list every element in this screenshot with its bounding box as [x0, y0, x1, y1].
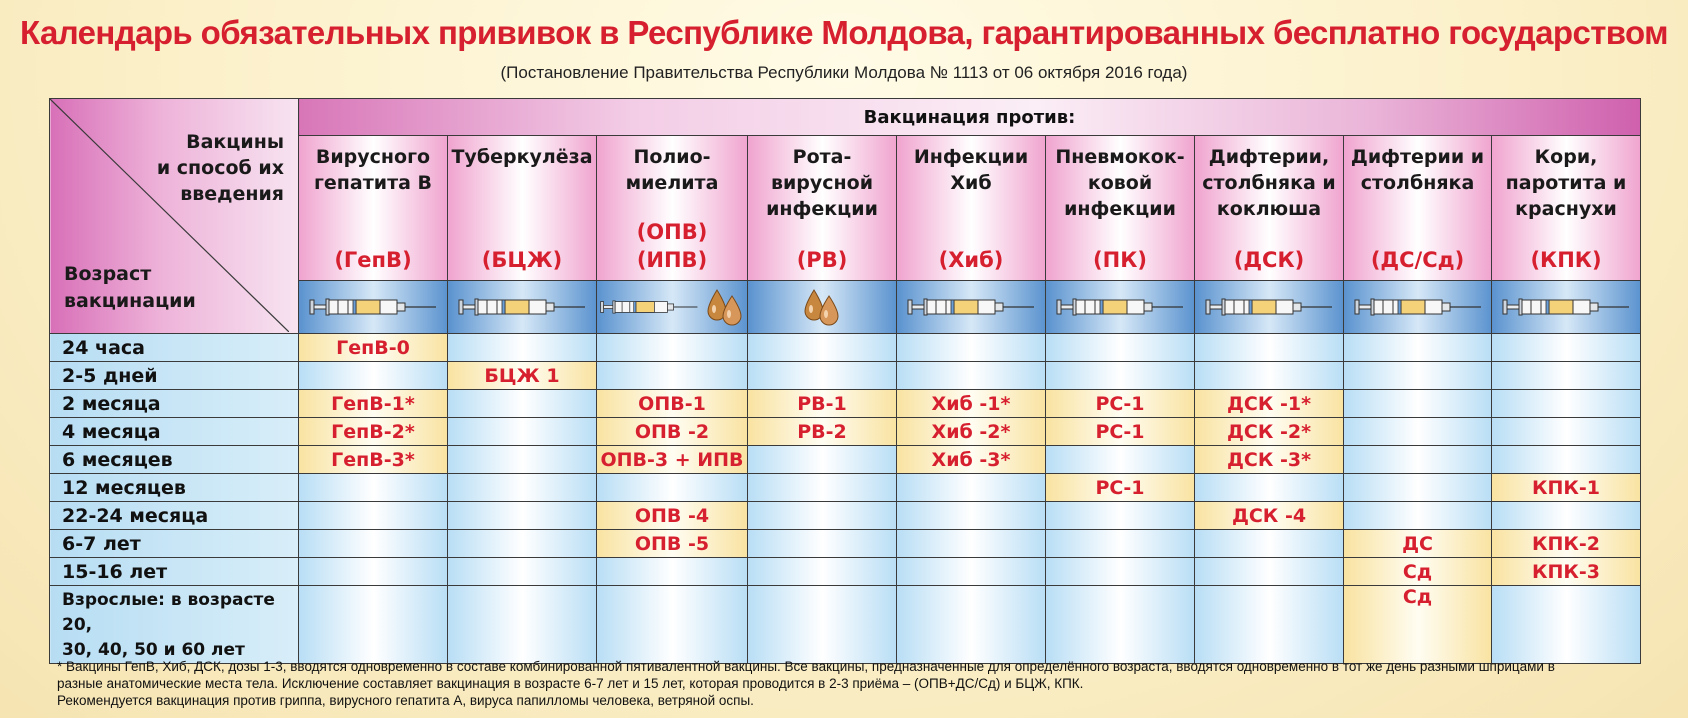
- age-label: 2-5 дней: [50, 362, 299, 390]
- page-title: Календарь обязательных прививок в Республике Молдова, гарантированных бесплатно государством: [20, 14, 1668, 51]
- table-row: [50, 334, 1641, 362]
- column-abbreviation: (ДС/Сд): [1370, 248, 1465, 272]
- schedule-cell: [299, 502, 448, 530]
- schedule-cell: [1195, 474, 1344, 502]
- schedule-cell: [1344, 334, 1492, 362]
- column-header-4: [748, 136, 897, 281]
- schedule-cell: Сд: [1344, 558, 1492, 586]
- age-label: Взрослые: в возрасте 20, 30, 40, 50 и 60 лет: [50, 586, 299, 664]
- age-label: 6-7 лет: [50, 530, 299, 558]
- syringe-icon: [1492, 281, 1641, 334]
- syringe-icon: [448, 281, 597, 334]
- schedule-cell: РВ-2: [748, 418, 897, 446]
- schedule-cell: [448, 474, 597, 502]
- footnote: * Вакцины ГепВ, Хиб, ДСК, дозы 1-3, вводятся одновременно в составе комбинированной пятивалентной вакцины. Все вакцины, предназначенные для определённого возраста, вводятся одновременно в тот же день разными шприцами в разные анатомические места тела. Исключение составляет вакцинация в возрасте 6-7 лет и 15 лет, которая проводится в 2-3 приёма – (ОПВ+ДС/Сд) и БЦЖ, КПК. Рекомендуется вакцинация против гриппа, вирусного гепатита А, вируса папилломы человека, ветряной оспы.: [57, 659, 1555, 708]
- schedule-cell: [1195, 530, 1344, 558]
- schedule-cell: ГепВ-3*: [299, 446, 448, 474]
- syringe-icon: [897, 281, 1046, 334]
- schedule-cell: [1046, 502, 1195, 530]
- header-row-1: [50, 99, 1641, 136]
- schedule-cell: [748, 446, 897, 474]
- schedule-cell: [897, 530, 1046, 558]
- schedule-cell: РС-1: [1046, 474, 1195, 502]
- schedule-cell: [1492, 446, 1641, 474]
- table-row: [50, 362, 1641, 390]
- table-row: [50, 530, 1641, 558]
- schedule-cell: ДСК -4: [1195, 502, 1344, 530]
- column-header-8: [1344, 136, 1492, 281]
- schedule-cell: [1492, 586, 1641, 664]
- schedule-cell: [448, 446, 597, 474]
- schedule-cell: [748, 474, 897, 502]
- schedule-cell: [299, 586, 448, 664]
- schedule-cell: [448, 390, 597, 418]
- page-subtitle: (Постановление Правительства Республики Молдова № 1113 от 06 октября 2016 года): [500, 63, 1188, 82]
- syringe-icon: [1344, 281, 1492, 334]
- schedule-cell: [1195, 558, 1344, 586]
- schedule-cell: [448, 586, 597, 664]
- column-abbreviation: (Хиб): [938, 248, 1004, 272]
- schedule-cell: [1344, 390, 1492, 418]
- schedule-cell: [1492, 418, 1641, 446]
- schedule-cell: [299, 530, 448, 558]
- table-row: [50, 586, 1641, 664]
- corner-age-label: Возраст вакцинации: [64, 263, 196, 312]
- schedule-cell: [448, 530, 597, 558]
- schedule-cell: [748, 530, 897, 558]
- schedule-cell: [1344, 418, 1492, 446]
- column-abbreviation: (ГепВ): [334, 248, 412, 272]
- column-title: Инфекции Хиб: [913, 146, 1029, 194]
- schedule-cell: [897, 558, 1046, 586]
- schedule-cell: [448, 558, 597, 586]
- schedule-cell: ГепВ-1*: [299, 390, 448, 418]
- table-row: [50, 474, 1641, 502]
- schedule-cell: [597, 474, 748, 502]
- schedule-cell: ГепВ-2*: [299, 418, 448, 446]
- schedule-cell: [897, 586, 1046, 664]
- column-abbreviation: (ОПВ) (ИПВ): [636, 220, 708, 272]
- age-label: 22-24 месяца: [50, 502, 299, 530]
- column-header-9: [1492, 136, 1641, 281]
- age-label: 4 месяца: [50, 418, 299, 446]
- schedule-cell: [597, 586, 748, 664]
- schedule-cell: [1046, 334, 1195, 362]
- schedule-cell: [597, 362, 748, 390]
- schedule-cell: [1046, 362, 1195, 390]
- schedule-cell: [299, 362, 448, 390]
- schedule-cell: [1046, 586, 1195, 664]
- schedule-cell: [1195, 362, 1344, 390]
- schedule-cell: Хиб -3*: [897, 446, 1046, 474]
- column-abbreviation: (РВ): [796, 248, 848, 272]
- column-header-3: [597, 136, 748, 281]
- vaccination-against-header: Вакцинация против:: [299, 99, 1641, 136]
- schedule-cell: ОПВ-3 + ИПВ: [597, 446, 748, 474]
- schedule-cell: ДСК -1*: [1195, 390, 1344, 418]
- column-abbreviation: (КПК): [1530, 248, 1602, 272]
- schedule-cell: ДСК -2*: [1195, 418, 1344, 446]
- schedule-cell: КПК-3: [1492, 558, 1641, 586]
- column-title: Туберкулёза: [451, 146, 593, 168]
- schedule-cell: [299, 474, 448, 502]
- schedule-cell: Сд: [1344, 586, 1492, 664]
- schedule-cell: [897, 474, 1046, 502]
- schedule-cell: [748, 586, 897, 664]
- schedule-cell: ОПВ-1: [597, 390, 748, 418]
- column-title: Полио- миелита: [625, 146, 719, 194]
- syringe-icon: [1195, 281, 1344, 334]
- column-header-1: [299, 136, 448, 281]
- schedule-cell: ДС: [1344, 530, 1492, 558]
- schedule-cell: ОПВ -4: [597, 502, 748, 530]
- schedule-cell: [748, 502, 897, 530]
- schedule-cell: Хиб -2*: [897, 418, 1046, 446]
- age-label: 12 месяцев: [50, 474, 299, 502]
- column-abbreviation: (БЦЖ): [481, 248, 563, 272]
- column-title: Вирусного гепатита В: [313, 146, 433, 194]
- schedule-cell: [597, 334, 748, 362]
- schedule-cell: [1046, 558, 1195, 586]
- table-row: [50, 390, 1641, 418]
- table-row: [50, 558, 1641, 586]
- schedule-cell: [597, 558, 748, 586]
- schedule-cell: ГепВ-0: [299, 334, 448, 362]
- schedule-cell: [1195, 586, 1344, 664]
- table-row: [50, 446, 1641, 474]
- schedule-cell: [1492, 502, 1641, 530]
- column-title: Дифтерии, столбняка и коклюша: [1202, 146, 1336, 220]
- age-label: 24 часа: [50, 334, 299, 362]
- column-abbreviation: (ПК): [1093, 248, 1147, 272]
- schedule-cell: [1344, 474, 1492, 502]
- age-label: 6 месяцев: [50, 446, 299, 474]
- age-label: 15-16 лет: [50, 558, 299, 586]
- vaccination-calendar-table: [49, 98, 1641, 664]
- corner-cell: [50, 99, 299, 334]
- column-header-5: [897, 136, 1046, 281]
- column-header-2: [448, 136, 597, 281]
- column-header-6: [1046, 136, 1195, 281]
- schedule-cell: КПК-2: [1492, 530, 1641, 558]
- schedule-cell: [1344, 362, 1492, 390]
- schedule-cell: ОПВ -5: [597, 530, 748, 558]
- schedule-cell: [1046, 446, 1195, 474]
- table-row: [50, 418, 1641, 446]
- schedule-cell: [1492, 334, 1641, 362]
- schedule-cell: РС-1: [1046, 390, 1195, 418]
- column-header-7: [1195, 136, 1344, 281]
- age-label: 2 месяца: [50, 390, 299, 418]
- syringe-and-drops-icon: [597, 281, 748, 334]
- schedule-cell: [1195, 334, 1344, 362]
- schedule-cell: [1046, 530, 1195, 558]
- schedule-cell: [897, 362, 1046, 390]
- schedule-cell: [748, 558, 897, 586]
- column-abbreviation: (ДСК): [1233, 248, 1305, 272]
- syringe-icon: [1046, 281, 1195, 334]
- schedule-cell: ДСК -3*: [1195, 446, 1344, 474]
- schedule-cell: [299, 558, 448, 586]
- schedule-cell: [1344, 502, 1492, 530]
- table-row: [50, 502, 1641, 530]
- schedule-cell: Хиб -1*: [897, 390, 1046, 418]
- schedule-cell: [1344, 446, 1492, 474]
- schedule-cell: КПК-1: [1492, 474, 1641, 502]
- schedule-cell: [448, 334, 597, 362]
- schedule-cell: БЦЖ 1: [448, 362, 597, 390]
- schedule-cell: [748, 334, 897, 362]
- schedule-cell: [1492, 362, 1641, 390]
- schedule-cell: [1492, 390, 1641, 418]
- column-title: Кори, паротита и краснухи: [1505, 146, 1627, 220]
- schedule-cell: РС-1: [1046, 418, 1195, 446]
- syringe-icon: [299, 281, 448, 334]
- column-title: Дифтерии и столбняка: [1350, 146, 1485, 194]
- schedule-cell: [448, 502, 597, 530]
- schedule-cell: [448, 418, 597, 446]
- corner-vaccines-label: Вакцины и способ их введения: [156, 131, 284, 205]
- schedule-cell: [897, 502, 1046, 530]
- schedule-cell: ОПВ -2: [597, 418, 748, 446]
- schedule-cell: РВ-1: [748, 390, 897, 418]
- drops-icon: [748, 281, 897, 334]
- column-title: Пневмокок- ковой инфекции: [1055, 146, 1185, 220]
- column-title: Рота- вирусной инфекции: [766, 146, 878, 220]
- schedule-cell: [748, 362, 897, 390]
- schedule-cell: [897, 334, 1046, 362]
